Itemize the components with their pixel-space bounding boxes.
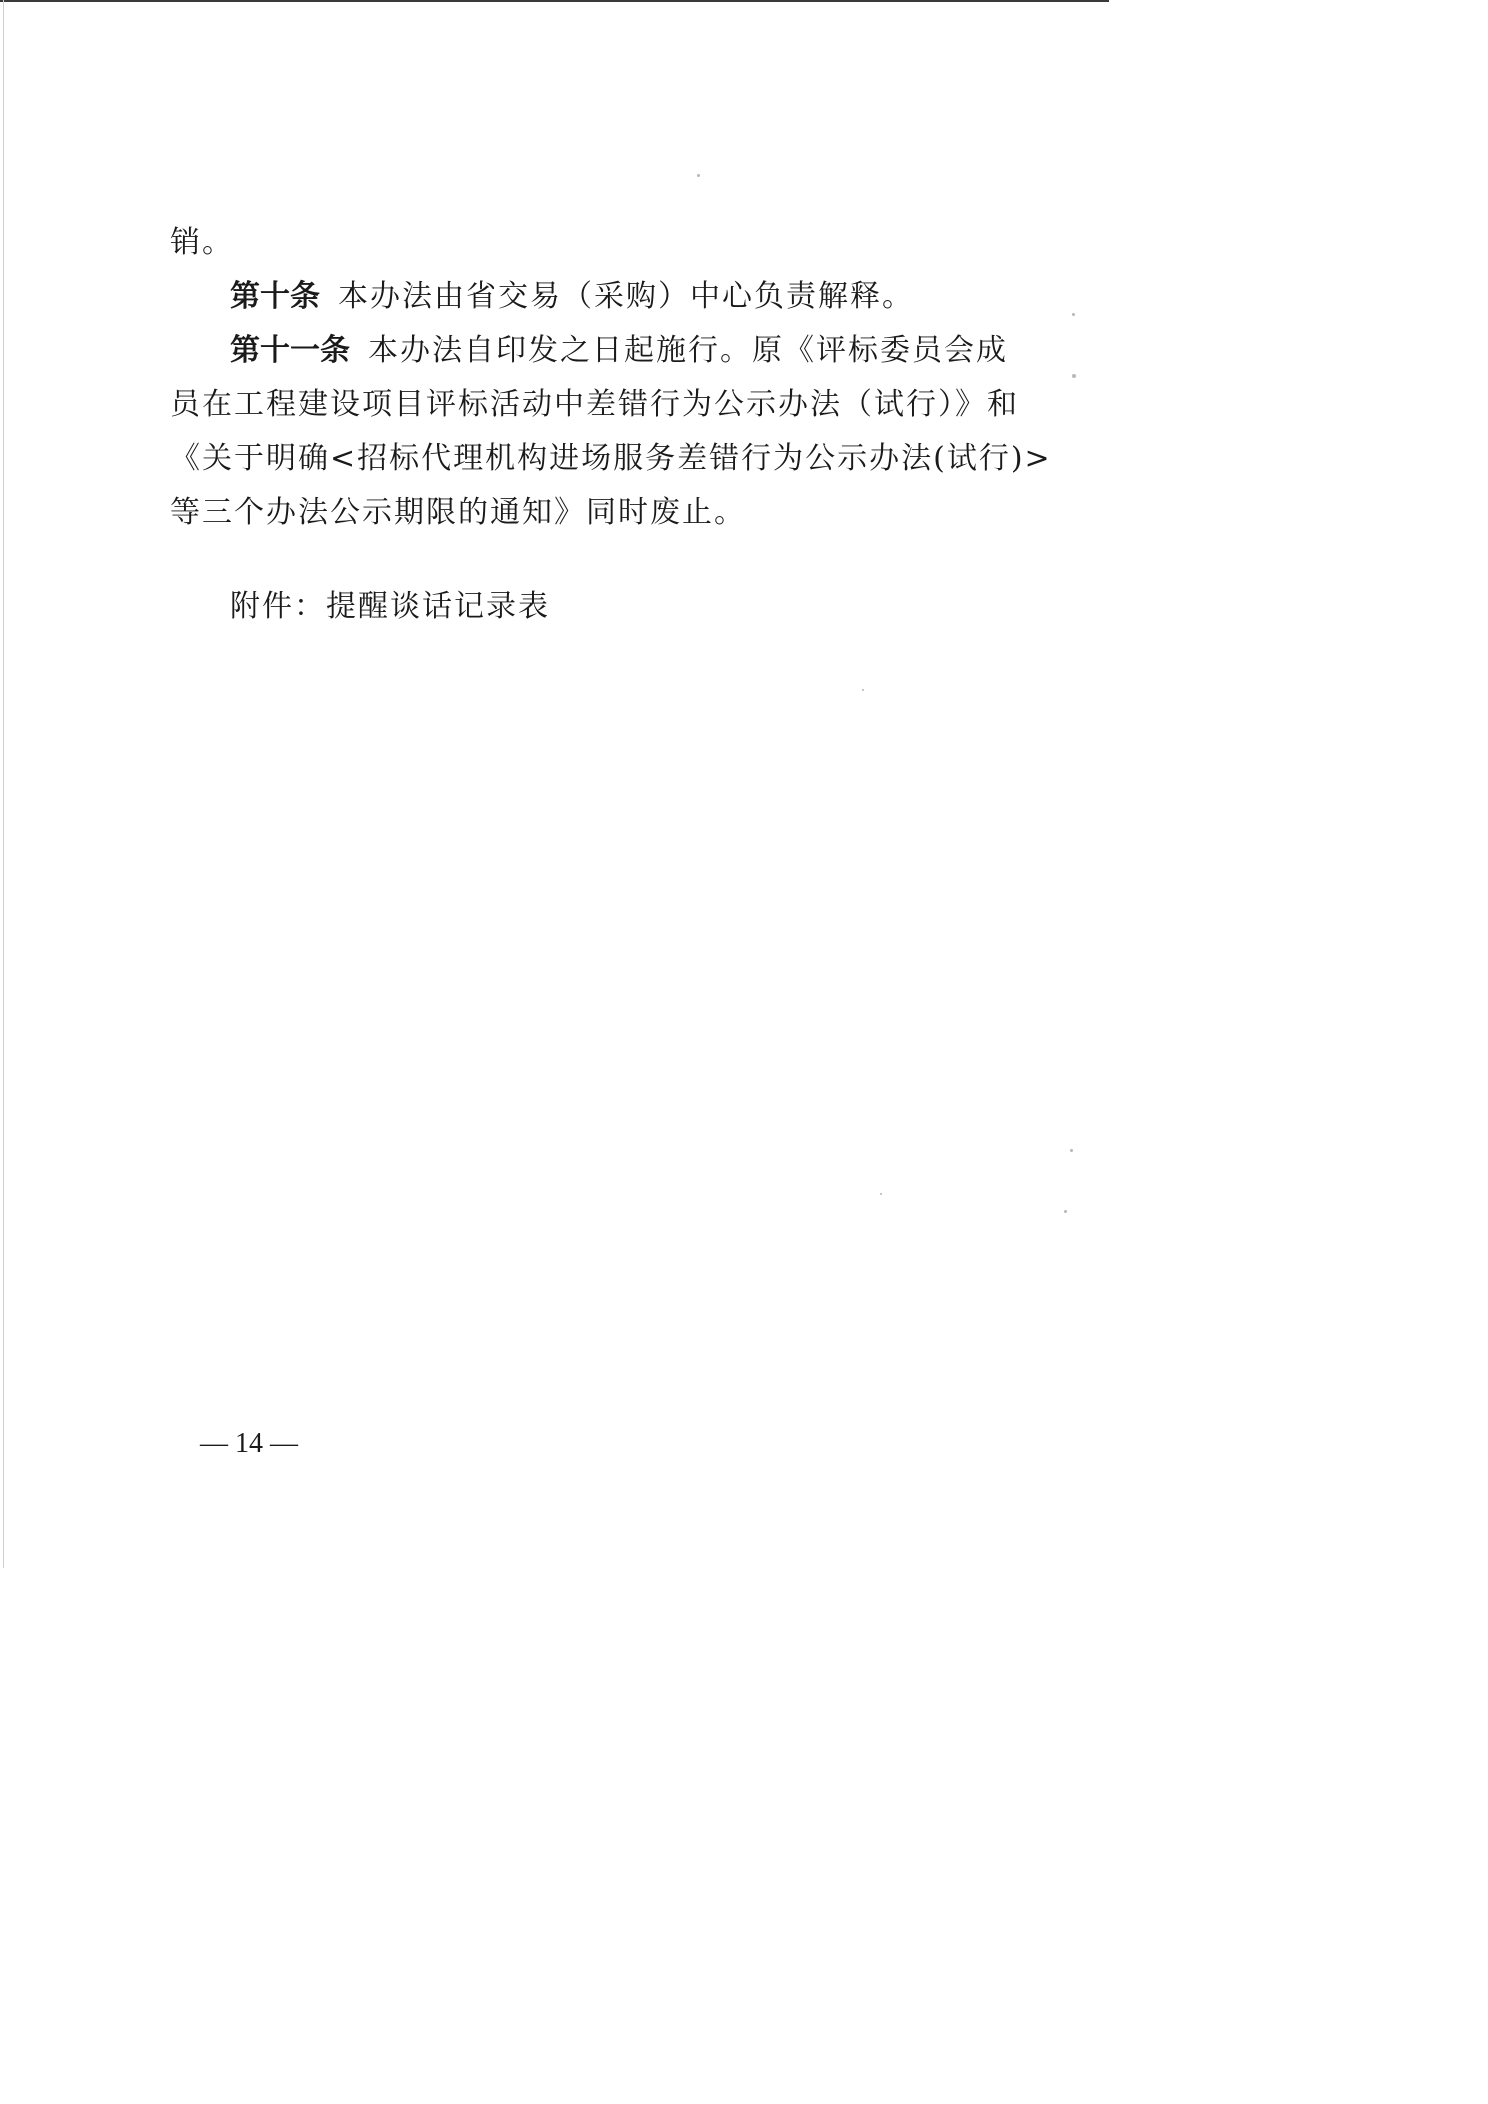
scan-speck (1072, 313, 1075, 316)
scan-speck (1064, 1210, 1067, 1213)
paragraph-line (170, 432, 1052, 486)
continuation-line (170, 216, 970, 270)
article-10 (170, 270, 970, 324)
article-text: 本办法由省交易（采购）中心负责解释。 (338, 279, 914, 314)
scan-speck (1072, 374, 1076, 378)
document-body (170, 216, 1052, 540)
page-top-edge (0, 0, 1109, 2)
page-left-edge (3, 0, 4, 1568)
attachment-line: 附件：提醒谈话记录表 (230, 589, 550, 624)
paragraph-line (170, 378, 1019, 432)
line-text: 等三个办法公示期限的通知》同时废止。 (170, 495, 746, 530)
scan-speck (697, 174, 700, 177)
scan-speck (862, 689, 864, 691)
scan-speck (1070, 1149, 1073, 1152)
page-number: — 14 — (200, 1428, 298, 1459)
line-text: 员在工程建设项目评标活动中差错行为公示办法（试行）》和 (170, 387, 1019, 422)
paragraph-line (170, 486, 970, 540)
line-text: 销。 (170, 225, 234, 260)
article-number: 第十条 (230, 279, 320, 314)
line-text: 《关于明确<招标代理机构进场服务差错行为公示办法(试行)> (170, 441, 1052, 476)
scan-speck (880, 1193, 882, 1195)
article-number: 第十一条 (230, 333, 350, 368)
article-text: 本办法自印发之日起施行。原《评标委员会成 (368, 333, 1008, 368)
article-11 (170, 324, 1008, 378)
